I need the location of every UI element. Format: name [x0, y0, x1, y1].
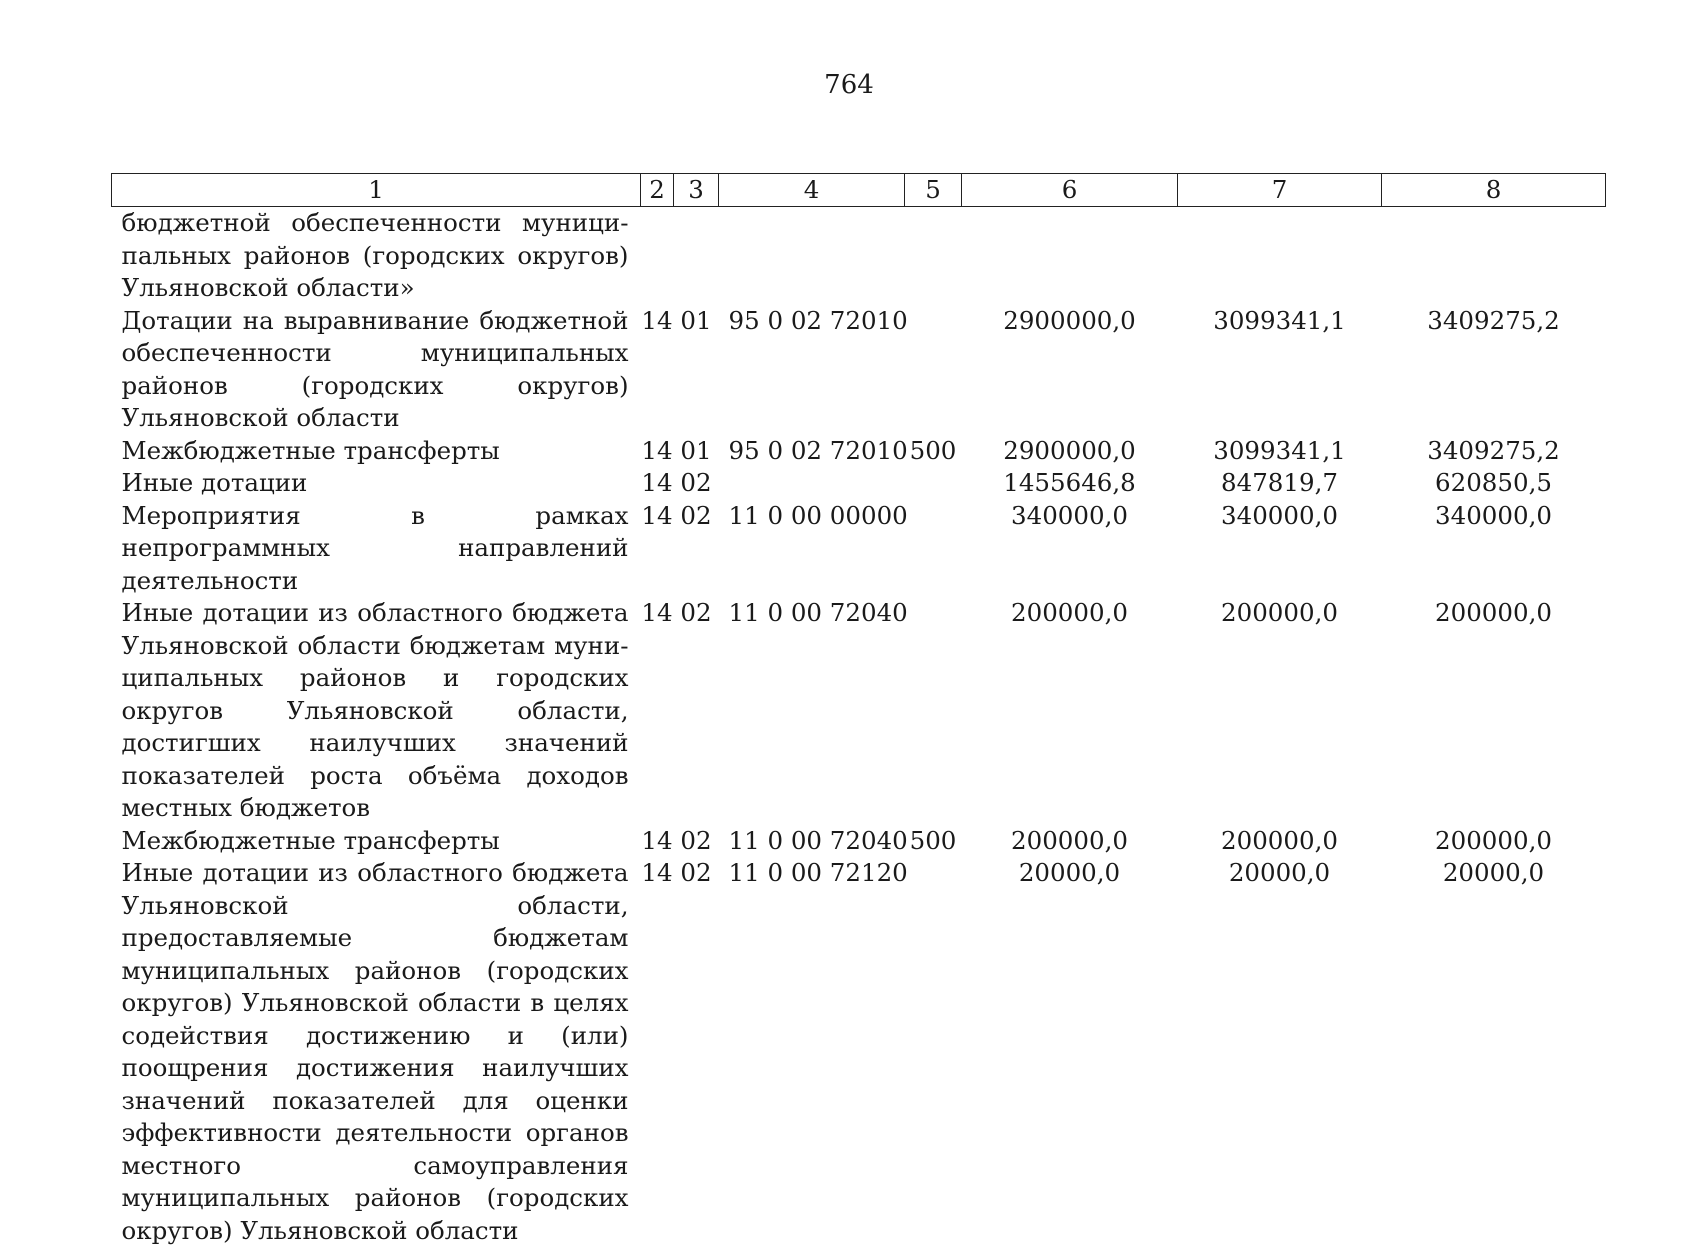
- row-amount-col8: 340000,0: [1382, 500, 1606, 598]
- row-target-item: 95 0 02 72010: [719, 435, 905, 468]
- row-target-item: 11 0 00 72040: [719, 825, 905, 858]
- page-number: 764: [0, 70, 1698, 100]
- table-header: [112, 174, 1606, 207]
- row-subsection: 02: [674, 467, 719, 500]
- row-expense-type: 500: [905, 435, 962, 468]
- row-target-item: 11 0 00 72040: [719, 597, 905, 825]
- row-amount-col7: 200000,0: [1178, 825, 1382, 858]
- row-expense-type: [905, 500, 962, 598]
- column-header-3: 3: [674, 174, 719, 207]
- row-amount-col8: 3409275,2: [1382, 435, 1606, 468]
- row-name: Межбюджетные трансферты: [112, 825, 641, 858]
- row-amount-col8: 200000,0: [1382, 597, 1606, 825]
- row-expense-type: 500: [905, 825, 962, 858]
- row-amount-col7: 3099341,1: [1178, 305, 1382, 435]
- row-name: Межбюджетные трансферты: [112, 435, 641, 468]
- row-subsection: 02: [674, 500, 719, 598]
- row-amount-col6: 2900000,0: [962, 305, 1178, 435]
- row-target-item: 11 0 00 72120: [719, 857, 905, 1247]
- column-header-5: 5: [905, 174, 962, 207]
- column-header-1: 1: [112, 174, 641, 207]
- column-header-4: 4: [719, 174, 905, 207]
- table-row: [112, 825, 1606, 858]
- row-section: 14: [641, 857, 674, 1247]
- row-amount-col7: 847819,7: [1178, 467, 1382, 500]
- row-name: Иные дотации из областного бюджета Ульяновской области бюджетам муниципальных районов и городских округов Ульяновской области, достигших наилучших значений показателей роста объёма доходов местных бюджетов: [112, 597, 641, 825]
- row-name: Иные дотации из областного бюджета Ульяновской области, предоставляемые бюджетам муниципальных районов (городских округов) Ульяновской области в целях содействия достижению и (или) поощрения достижения наилучших значений показателей для оценки эффективности деятельности органов местного самоуправления муниципальных районов (городских округов) Ульяновской области: [112, 857, 641, 1247]
- row-expense-type: [905, 467, 962, 500]
- row-section: 14: [641, 435, 674, 468]
- row-amount-col8: 200000,0: [1382, 825, 1606, 858]
- row-amount-col6: 340000,0: [962, 500, 1178, 598]
- row-section: 14: [641, 825, 674, 858]
- header-row: [112, 174, 1606, 207]
- row-amount-col7: 200000,0: [1178, 597, 1382, 825]
- column-header-2: 2: [641, 174, 674, 207]
- row-target-item: 95 0 02 72010: [719, 305, 905, 435]
- table-row: [112, 500, 1606, 598]
- row-name: Дотации на выравнивание бюджетной обеспеченности муниципальных районов (городских округов) Ульяновской области: [112, 305, 641, 435]
- row-amount-col6: 1455646,8: [962, 467, 1178, 500]
- table-row: [112, 207, 1606, 305]
- row-expense-type: [905, 207, 962, 305]
- row-amount-col8: 3409275,2: [1382, 305, 1606, 435]
- row-amount-col7: 20000,0: [1178, 857, 1382, 1247]
- row-target-item: [719, 207, 905, 305]
- row-expense-type: [905, 857, 962, 1247]
- row-subsection: 02: [674, 857, 719, 1247]
- row-amount-col6: 200000,0: [962, 825, 1178, 858]
- row-section: 14: [641, 467, 674, 500]
- row-subsection: 02: [674, 597, 719, 825]
- table-row: [112, 467, 1606, 500]
- row-amount-col8: 20000,0: [1382, 857, 1606, 1247]
- row-subsection: 01: [674, 435, 719, 468]
- row-amount-col6: 2900000,0: [962, 435, 1178, 468]
- row-amount-col8: [1382, 207, 1606, 305]
- row-name: бюджетной обеспеченности муниципальных районов (городских округов) Ульяновской области»: [112, 207, 641, 305]
- row-amount-col7: [1178, 207, 1382, 305]
- row-amount-col6: 200000,0: [962, 597, 1178, 825]
- row-amount-col7: 3099341,1: [1178, 435, 1382, 468]
- column-header-8: 8: [1382, 174, 1606, 207]
- table-row: [112, 435, 1606, 468]
- row-target-item: 11 0 00 00000: [719, 500, 905, 598]
- row-amount-col8: 620850,5: [1382, 467, 1606, 500]
- row-amount-col6: [962, 207, 1178, 305]
- row-subsection: 02: [674, 825, 719, 858]
- table-row: [112, 305, 1606, 435]
- row-section: 14: [641, 500, 674, 598]
- row-amount-col6: 20000,0: [962, 857, 1178, 1247]
- column-header-6: 6: [962, 174, 1178, 207]
- row-expense-type: [905, 305, 962, 435]
- table-body: [112, 207, 1606, 1247]
- column-header-7: 7: [1178, 174, 1382, 207]
- budget-table: [111, 173, 1606, 1247]
- table-row: [112, 597, 1606, 825]
- row-subsection: 01: [674, 305, 719, 435]
- row-amount-col7: 340000,0: [1178, 500, 1382, 598]
- row-section: 14: [641, 597, 674, 825]
- row-name: Мероприятия в рамках непрограммных направлений деятельности: [112, 500, 641, 598]
- table-row: [112, 857, 1606, 1247]
- row-expense-type: [905, 597, 962, 825]
- row-section: 14: [641, 305, 674, 435]
- row-section: [641, 207, 674, 305]
- row-target-item: [719, 467, 905, 500]
- row-name: Иные дотации: [112, 467, 641, 500]
- row-subsection: [674, 207, 719, 305]
